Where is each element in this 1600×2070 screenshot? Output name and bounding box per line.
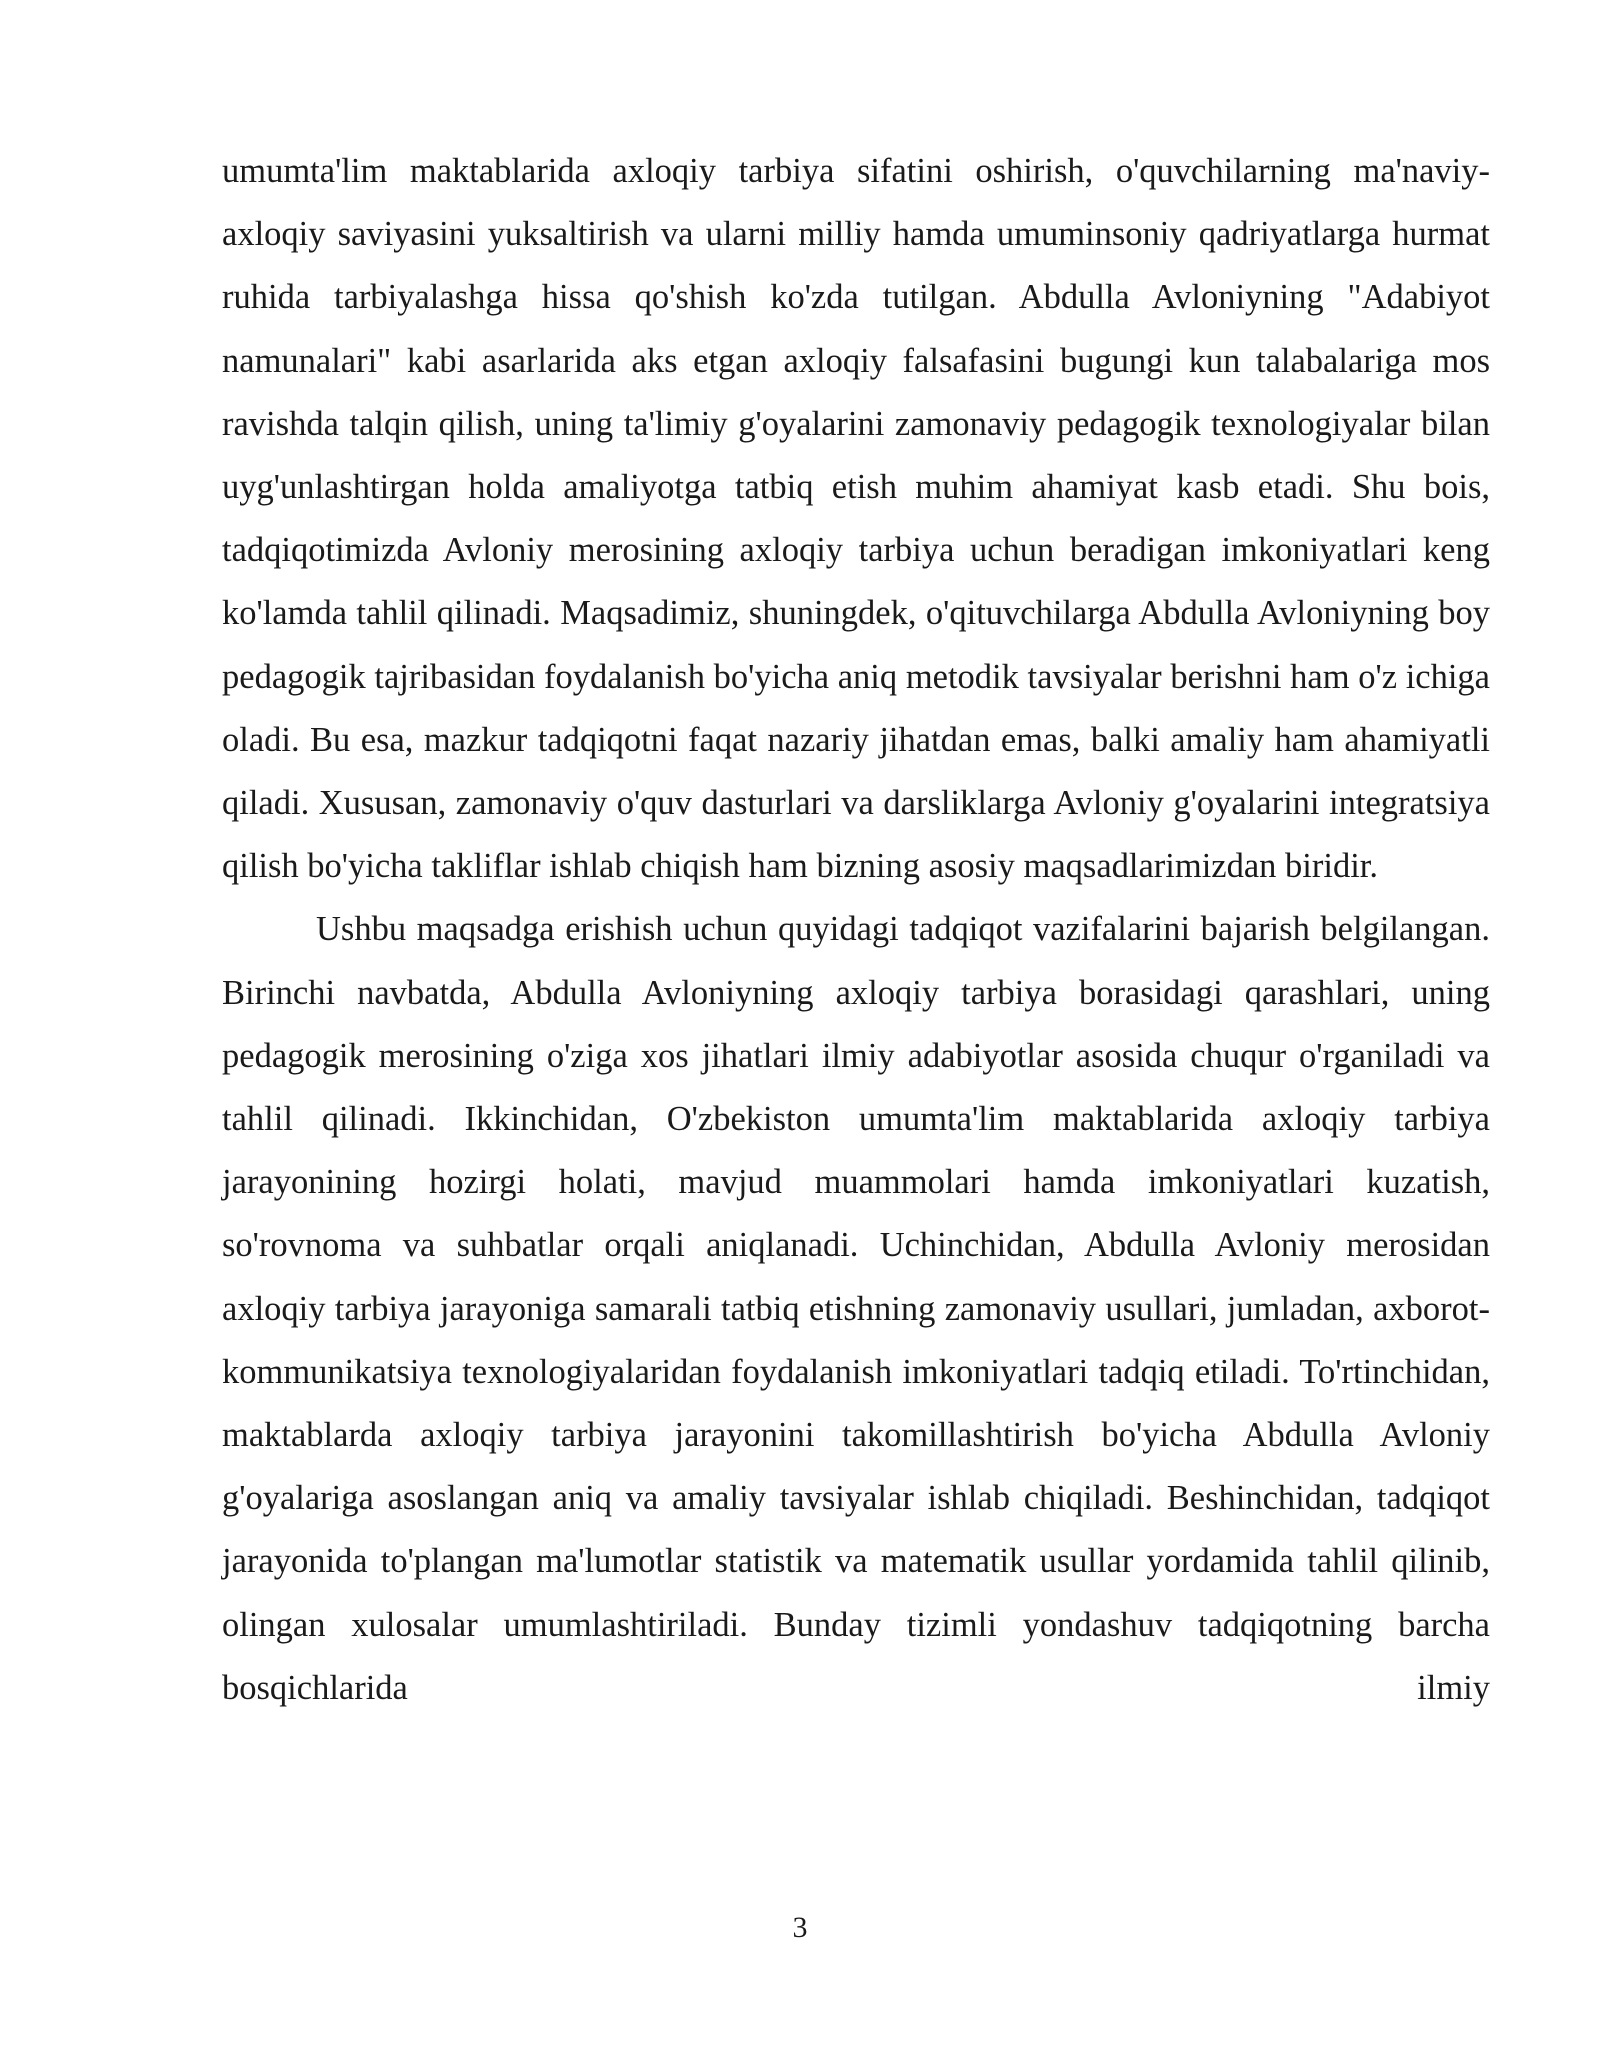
paragraph-aims: umumta'lim maktablarida axloqiy tarbiya sifatini oshirish, o'quvchilarning ma'naviy-axloqiy saviyasini yuksaltirish va ularni milliy hamda umuminsoniy qadriyatlarga hurmat ruhida tarbiyalashga hissa qo'shish ko'zda tutilgan. Abdulla Avloniyning "Adabiyot namunalari" kabi asarlarida aks etgan axloqiy falsafasini bugungi kun talabalariga mos ravishda talqin qilish, uning ta'limiy g'oyalarini zamonaviy pedagogik texnologiyalar bilan uyg'unlashtirgan holda amaliyotga tatbiq etish muhim ahamiyat kasb etadi. Shu bois, tadqiqotimizda Avloniy merosining axloqiy tarbiya uchun beradigan imkoniyatlari keng ko'lamda tahlil qilinadi. Maqsadimiz, shuningdek, o'qituvchilarga Abdulla Avloniyning boy pedagogik tajribasidan foydalanish bo'yicha aniq metodik tavsiyalar berishni ham o'z ichiga oladi. Bu esa, mazkur tadqiqotni faqat nazariy jihatdan emas, balki amaliy ham ahamiyatli qiladi. Xususan, zamonaviy o'quv dasturlari va darsliklarga Avloniy g'oyalarini integratsiya qilish bo'yicha takliflar ishlab chiqish ham bizning asosiy maqsadlarimizdan biridir. bbox=[222, 152, 1490, 886]
body-text bbox=[222, 140, 1490, 1720]
paragraph-tasks: Ushbu maqsadga erishish uchun quyidagi tadqiqot vazifalarini bajarish belgilangan. Birinchi navbatda, Abdulla Avloniyning axloqiy tarbiya borasidagi qarashlari, uning pedagogik merosining o'ziga xos jihatlari ilmiy adabiyotlar asosida chuqur o'rganiladi va tahlil qilinadi. Ikkinchidan, O'zbekiston umumta'lim maktablarida axloqiy tarbiya jarayonining hozirgi holati, mavjud muammolari hamda imkoniyatlari kuzatish, so'rovnoma va suhbatlar orqali aniqlanadi. Uchinchidan, Abdulla Avloniy merosidan axloqiy tarbiya jarayoniga samarali tatbiq etishning zamonaviy usullari, jumladan, axborot-kommunikatsiya texnologiyalaridan foydalanish imkoniyatlari tadqiq etiladi. To'rtinchidan, maktablarda axloqiy tarbiya jarayonini takomillashtirish bo'yicha Abdulla Avloniy g'oyalariga asoslangan aniq va amaliy tavsiyalar ishlab chiqiladi. Beshinchidan, tadqiqot jarayonida to'plangan ma'lumotlar statistik va matematik usullar yordamida tahlil qilinib, olingan xulosalar umumlashtiriladi. Bunday tizimli yondashuv tadqiqotning barcha bosqichlarida ilmiy bbox=[222, 910, 1490, 1707]
page-number: 3 bbox=[792, 1911, 808, 1944]
